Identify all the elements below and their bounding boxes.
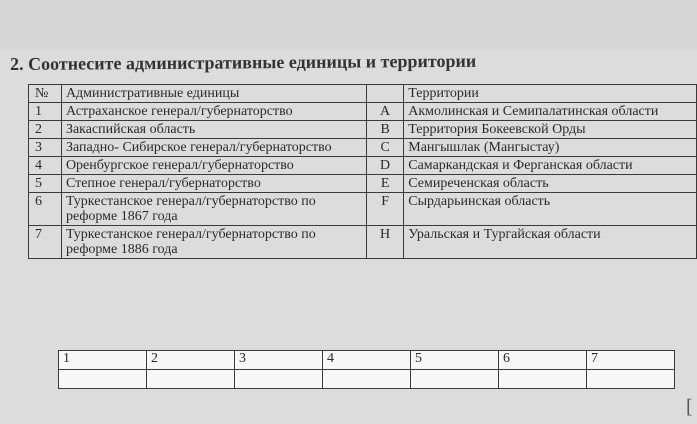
answer-input-cell[interactable] [587,370,675,389]
answer-input-cell[interactable] [147,370,235,389]
answer-input-cell[interactable] [59,370,147,389]
row-unit: Астраханское генерал/губернаторство [61,103,366,121]
header-territory: Территории [404,85,697,103]
header-unit: Административные единицы [61,85,366,103]
row-num: 2 [29,121,62,139]
row-unit: Закаспийская область [61,121,366,139]
header-num: № [29,85,62,103]
answer-number-cell: 4 [323,351,411,370]
task-title: 2. Соотнесите административные единицы и территории [10,50,477,74]
row-unit: Оренбургское генерал/губернаторство [61,157,366,175]
answer-number-cell: 3 [235,351,323,370]
table-row [29,175,697,193]
row-letter: A [366,103,403,121]
row-num: 3 [29,139,62,157]
row-unit: Степное генерал/губернаторство [61,175,366,193]
row-territory: Мангышлак (Мангыстау) [404,139,697,157]
answer-grid [58,350,675,389]
row-territory: Сырдарьинская область [404,193,697,226]
answer-input-cell[interactable] [235,370,323,389]
row-letter: C [366,139,403,157]
row-letter: D [366,157,403,175]
answer-number-cell: 1 [59,351,147,370]
answer-number-cell: 7 [587,351,675,370]
row-territory: Территория Бокеевской Орды [404,121,697,139]
top-margin-strip [0,0,697,50]
row-unit: Западно- Сибирское генерал/губернаторство [61,139,366,157]
row-num: 5 [29,175,62,193]
answer-input-cell[interactable] [411,370,499,389]
answer-number-row [59,351,675,370]
row-territory: Акмолинская и Семипалатинская области [404,103,697,121]
table-row [29,193,697,226]
answer-input-row [59,370,675,389]
page-edge-bracket: [ [686,396,693,418]
row-letter: B [366,121,403,139]
answer-input-cell[interactable] [499,370,587,389]
table-row [29,121,697,139]
table-row [29,103,697,121]
row-territory: Самаркандская и Ферганская области [404,157,697,175]
table-header-row [29,85,697,103]
row-letter: E [366,175,403,193]
matching-table [28,84,697,259]
answer-input-cell[interactable] [323,370,411,389]
row-num: 4 [29,157,62,175]
row-unit: Туркестанское генерал/губернаторство по реформе 1886 года [61,226,366,259]
row-letter: H [366,226,403,259]
answer-number-cell: 5 [411,351,499,370]
row-num: 7 [29,226,62,259]
row-letter: F [366,193,403,226]
row-num: 1 [29,103,62,121]
row-territory: Уральская и Тургайская области [404,226,697,259]
answer-number-cell: 2 [147,351,235,370]
answer-number-cell: 6 [499,351,587,370]
row-num: 6 [29,193,62,226]
table-row [29,226,697,259]
row-unit: Туркестанское генерал/губернаторство по реформе 1867 года [61,193,366,226]
table-row [29,157,697,175]
table-row [29,139,697,157]
row-territory: Семиреченская область [404,175,697,193]
